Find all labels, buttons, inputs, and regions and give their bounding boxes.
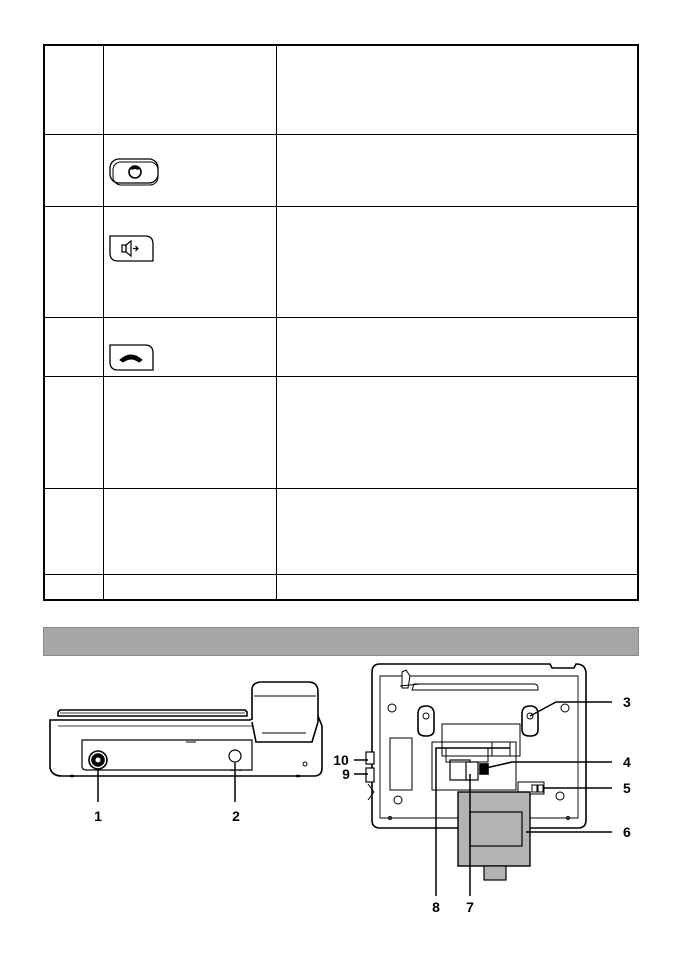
callout-5: 5 bbox=[623, 780, 631, 796]
callout-6: 6 bbox=[623, 824, 631, 840]
callout-4: 4 bbox=[623, 754, 631, 770]
label-tab bbox=[484, 866, 506, 880]
callout-2: 2 bbox=[232, 808, 240, 824]
callout-7: 7 bbox=[466, 899, 474, 915]
callout-3: 3 bbox=[623, 694, 631, 710]
callout-10: 10 bbox=[333, 752, 349, 768]
callout-8: 8 bbox=[432, 899, 440, 915]
callout-1: 1 bbox=[94, 808, 102, 824]
callout-9: 9 bbox=[342, 766, 350, 782]
phone-front-view bbox=[50, 682, 322, 802]
label-inner bbox=[470, 812, 522, 846]
